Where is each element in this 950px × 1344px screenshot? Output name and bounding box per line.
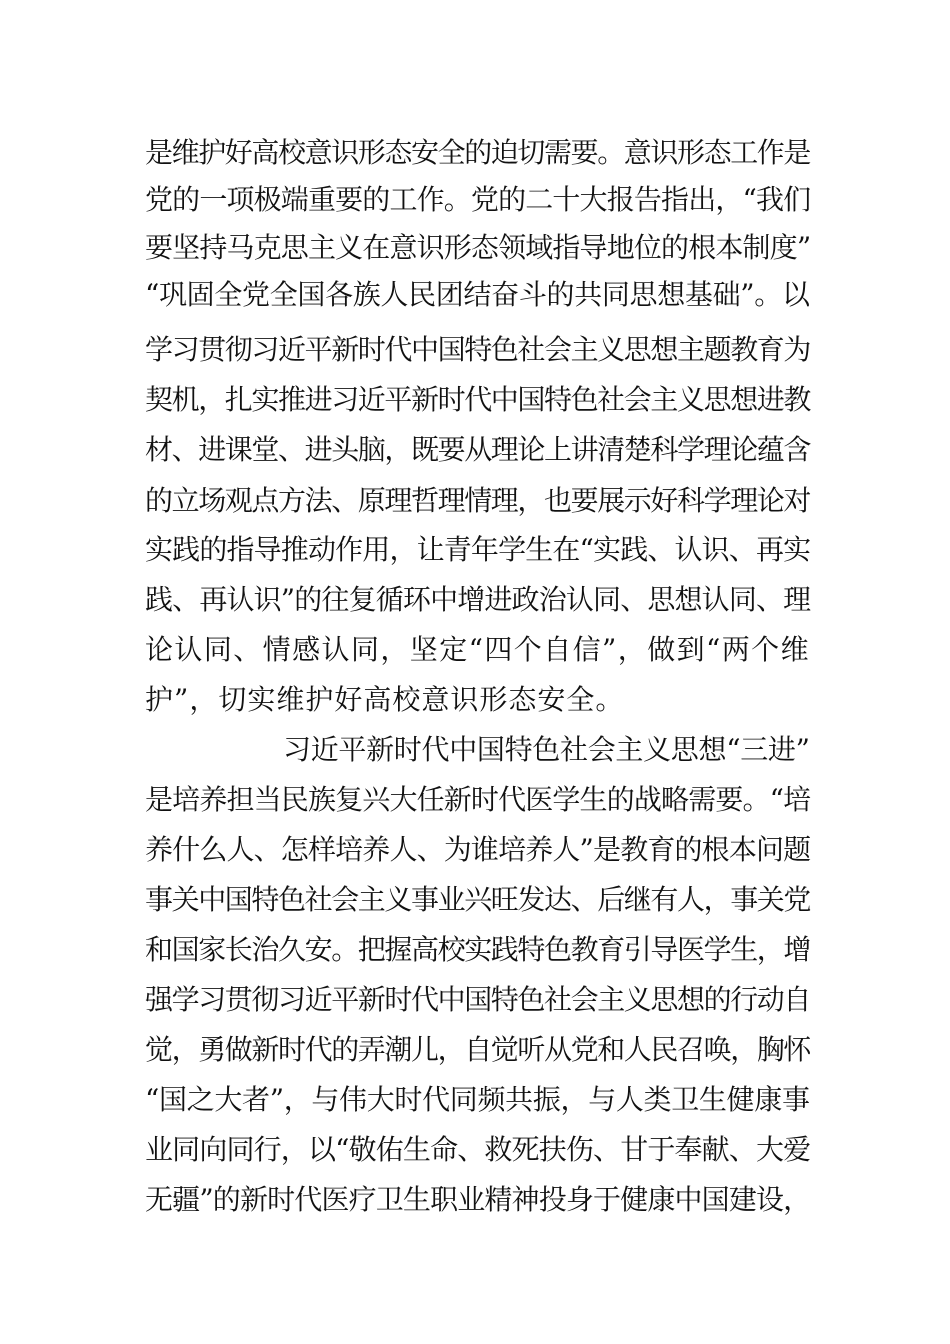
text-line: 觉，勇做新时代的弄潮儿，自觉听从党和人民召唤，胸怀 <box>145 1033 811 1066</box>
text-line: 践、再认识”的往复循环中增进政治认同、思想认同、理 <box>145 583 811 616</box>
text-line: 要坚持马克思主义在意识形态领域指导地位的根本制度” <box>145 231 811 264</box>
text-line: 是培养担当民族复兴大任新时代医学生的战略需要。“培 <box>145 783 811 816</box>
text-line: 论认同、情感认同，坚定“四个自信”，做到“两个维 <box>145 633 811 666</box>
text-line: “巩固全党全国各族人民团结奋斗的共同思想基础”。以 <box>145 278 810 311</box>
text-line: “国之大者”，与伟大时代同频共振，与人类卫生健康事 <box>145 1083 810 1116</box>
text-line: 实践的指导推动作用，让青年学生在“实践、认识、再实 <box>145 533 811 566</box>
text-line: 强学习贯彻习近平新时代中国特色社会主义思想的行动自 <box>145 983 811 1016</box>
text-line: 的立场观点方法、原理哲理情理，也要展示好科学理论对 <box>145 484 811 517</box>
text-line: 学习贯彻习近平新时代中国特色社会主义思想主题教育为 <box>145 333 811 366</box>
text-line: 业同向同行，以“敬佑生命、救死扶伤、甘于奉献、大爱 <box>145 1133 811 1166</box>
text-line: 护”，切实维护好高校意识形态安全。 <box>145 683 625 716</box>
paragraph-first-line: 习近平新时代中国特色社会主义思想“三进” <box>283 733 810 766</box>
text-line: 养什么人、怎样培养人、为谁培养人”是教育的根本问题 <box>145 833 811 866</box>
text-line: 材、进课堂、进头脑，既要从理论上讲清楚科学理论蕴含 <box>145 433 811 466</box>
text-line: 无疆”的新时代医疗卫生职业精神投身于健康中国建设， <box>145 1183 811 1216</box>
text-line: 事关中国特色社会主义事业兴旺发达、后继有人，事关党 <box>145 883 811 916</box>
text-line: 党的一项极端重要的工作。党的二十大报告指出，“我们 <box>145 183 811 216</box>
text-line: 和国家长治久安。把握高校实践特色教育引导医学生，增 <box>145 933 811 966</box>
text-line: 是维护好高校意识形态安全的迫切需要。意识形态工作是 <box>145 136 811 169</box>
text-line: 契机，扎实推进习近平新时代中国特色社会主义思想进教 <box>145 383 811 416</box>
